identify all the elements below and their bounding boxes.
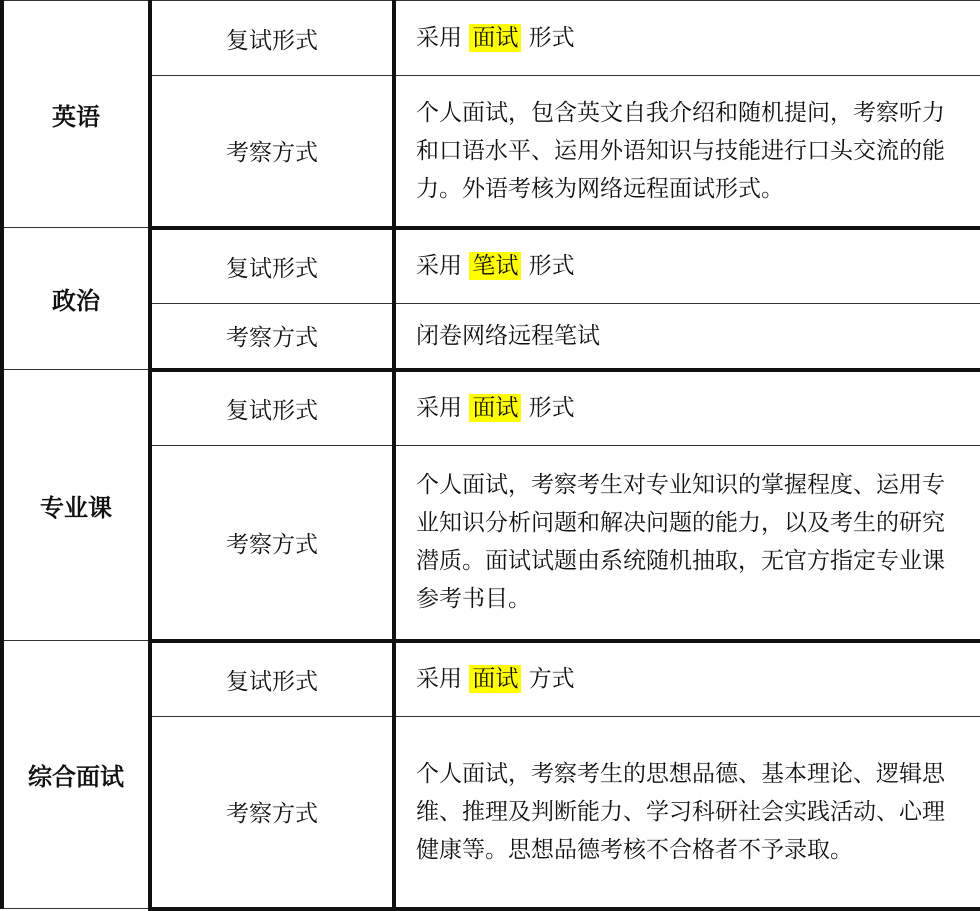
form-label: 复试形式 (150, 641, 394, 717)
form-label: 复试形式 (150, 370, 394, 446)
form-highlight: 面试 (469, 394, 521, 422)
subject-cell: 政治 (2, 228, 150, 370)
subject-cell: 综合面试 (2, 641, 150, 909)
table-row (2, 641, 980, 717)
form-suffix: 形式 (528, 253, 575, 280)
subject-cell: 专业课 (2, 370, 150, 641)
form-label: 复试形式 (150, 1, 394, 76)
form-prefix: 采用 (416, 25, 462, 51)
form-highlight: 面试 (469, 24, 521, 52)
form-value (394, 228, 980, 304)
form-suffix: 方式 (528, 666, 575, 693)
method-label: 考察方式 (150, 76, 394, 228)
form-prefix: 采用 (416, 395, 462, 422)
subject-cell: 英语 (2, 1, 150, 228)
form-label: 复试形式 (150, 228, 394, 304)
table-row (2, 1, 980, 76)
method-text: 闭卷网络远程笔试 (394, 304, 980, 370)
form-highlight: 笔试 (469, 252, 521, 280)
form-suffix: 形式 (528, 395, 575, 422)
method-text: 个人面试，考察考生对专业知识的掌握程度、运用专业知识分析问题和解决问题的能力，以及考生的研究潜质。面试试题由系统随机抽取，无官方指定专业课参考书目。 (394, 446, 980, 641)
method-text: 个人面试，考察考生的思想品德、基本理论、逻辑思维、推理及判断能力、学习科研社会实践活动、心理健康等。思想品德考核不合格者不予录取。 (394, 717, 980, 909)
method-label: 考察方式 (150, 304, 394, 370)
form-suffix: 形式 (528, 25, 575, 51)
form-value (394, 1, 980, 76)
method-label: 考察方式 (150, 446, 394, 641)
table-row (2, 370, 980, 446)
form-highlight: 面试 (469, 665, 521, 693)
form-prefix: 采用 (416, 253, 462, 280)
table-row (2, 228, 980, 304)
method-label: 考察方式 (150, 717, 394, 909)
method-text: 个人面试，包含英文自我介绍和随机提问，考察听力和口语水平、运用外语知识与技能进行口头交流的能力。外语考核为网络远程面试形式。 (394, 76, 980, 228)
form-prefix: 采用 (416, 666, 462, 693)
form-value (394, 370, 980, 446)
form-value (394, 641, 980, 717)
